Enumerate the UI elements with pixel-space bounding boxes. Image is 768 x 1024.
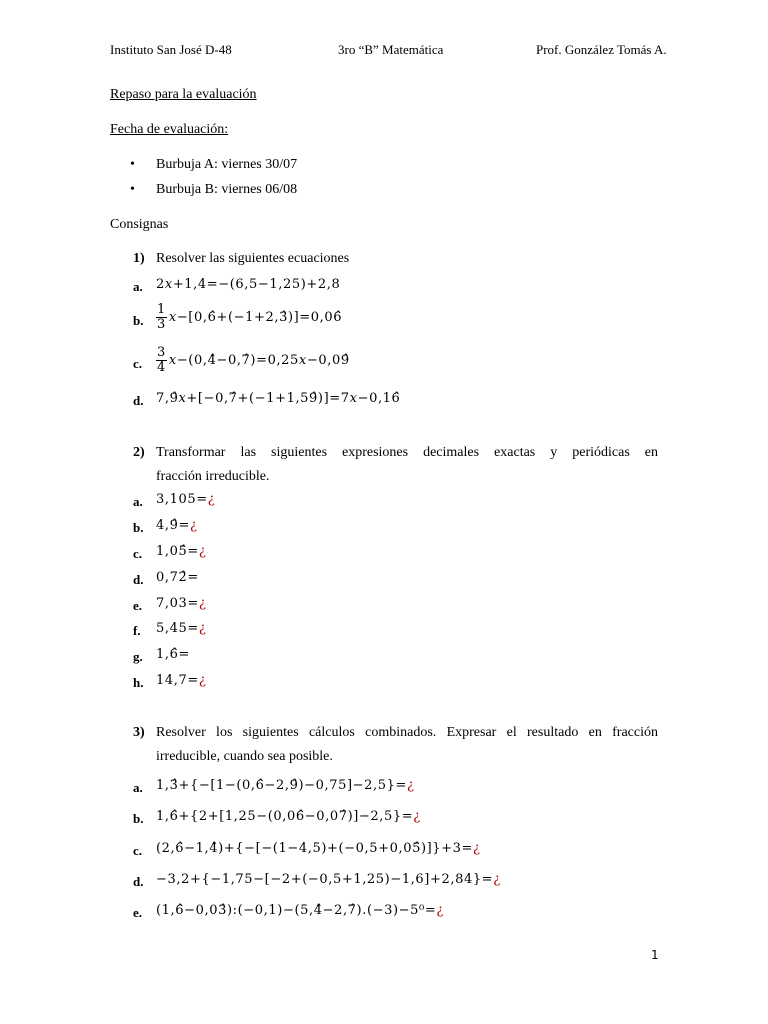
q2-item-label: f. [133, 623, 141, 638]
question-mark: ¿ [413, 809, 421, 824]
question-mark: ¿ [189, 518, 198, 533]
q3-item-label: b. [133, 811, 144, 826]
header-institution: Instituto San José D-48 [110, 42, 232, 57]
header-teacher: Prof. González Tomás A. [536, 42, 667, 57]
bullet-dot-icon: • [130, 157, 135, 172]
q3-item-expression: −3,2+{−1,75−[−2+(−0,5+1,25)−1,6]+2,84}=¿ [156, 872, 501, 887]
page-number: 1 [651, 948, 659, 962]
q1-item-expression: 2x+1,4=−(6,5−1,25)+2,8 [156, 277, 341, 292]
q1-item-label: a. [133, 279, 143, 294]
q1-item-expression: $\frac{1}{3}$ x−[0,6̂+(−1+2,3̂)]=0,06̂ [157, 302, 343, 332]
q2-item-label: b. [133, 520, 144, 535]
q1-item-label: b. [133, 313, 144, 328]
q2-item-label: a. [133, 494, 143, 509]
question-1-text: Resolver las siguientes ecuaciones [156, 251, 350, 266]
q3-item-label: d. [133, 874, 144, 889]
question-2-number: 2) [133, 445, 145, 460]
q2-item-label: e. [133, 598, 143, 613]
question-3-text-line2: irreducible, cuando sea posible. [156, 749, 333, 764]
q2-item-expression: 4,9̂=¿ [156, 518, 198, 533]
question-mark: ¿ [198, 544, 207, 559]
header-course: 3ro “B” Matemática [338, 42, 444, 57]
question-3-text-line1: Resolver los siguientes cálculos combinados. Expresar el resultado en fracción [156, 725, 658, 740]
q3-item-expression: 1,3̂+{−[1−(0,6̂−2,9̂)−0,75]−2,5}=¿ [156, 778, 415, 793]
q3-item-label: c. [133, 843, 143, 858]
q2-item-expression: 14,7=¿ [156, 673, 207, 688]
evaluation-date-label: Fecha de evaluación: [110, 122, 229, 137]
question-mark: ¿ [198, 673, 207, 688]
q2-item-expression: 5,45=¿ [156, 621, 207, 636]
question-mark: ¿ [198, 621, 207, 636]
question-mark: ¿ [198, 596, 207, 611]
question-2-text-line1: Transformar las siguientes expresiones decimales exactas y periódicas en [156, 445, 658, 460]
q3-item-expression: (2,6̂−1,4̂)+{−[−(1−4,5)+(−0,5+0,05̂)]}+3=¿ [156, 841, 481, 856]
q1-item-expression: 7,9̂x+[−0,7̂+(−1+1,59̂)]=7x−0,16̂ [156, 391, 401, 406]
question-2-text-line2: fracción irreducible. [156, 469, 270, 484]
q3-item-expression: (1,6̂−0,03̂):(−0,1)−(5,4̂−2,7̂).(−3)−5⁰=¿ [156, 903, 444, 918]
q1-item-label: d. [133, 393, 144, 408]
page-title: Repaso para la evaluación [110, 87, 257, 102]
consignas-heading: Consignas [110, 217, 169, 232]
q2-item-expression: 0,72̂= [156, 570, 199, 585]
q2-item-label: h. [133, 675, 144, 690]
q2-item-expression: 1,05̂=¿ [156, 544, 207, 559]
question-mark: ¿ [407, 778, 415, 793]
fraction: $\frac{1}{3}$ [157, 302, 166, 332]
q3-item-label: e. [133, 905, 143, 920]
question-1-number: 1) [133, 251, 145, 266]
q3-item-label: a. [133, 780, 143, 795]
q2-item-expression: 7,03=¿ [156, 596, 207, 611]
question-mark: ¿ [436, 903, 444, 918]
q2-item-expression: 3,105=¿ [156, 492, 216, 507]
fraction: $\frac{3}{4}$ [157, 345, 166, 375]
q3-item-expression: 1,6̂+{2+[1,25−(0,06̂−0,07̂)]−2,5}=¿ [156, 809, 421, 824]
question-mark: ¿ [473, 841, 481, 856]
q2-item-label: c. [133, 546, 143, 561]
q1-item-expression: $\frac{3}{4}$ x−(0,4̂−0,7̂)=0,25x−0,09̂ [157, 345, 350, 375]
question-3-number: 3) [133, 725, 145, 740]
bullet-dot-icon: • [130, 182, 135, 197]
question-mark: ¿ [493, 872, 501, 887]
q2-item-label: g. [133, 649, 143, 664]
q1-item-label: c. [133, 356, 143, 371]
q2-item-expression: 1,6̂= [156, 647, 190, 662]
q2-item-label: d. [133, 572, 144, 587]
question-mark: ¿ [207, 492, 216, 507]
